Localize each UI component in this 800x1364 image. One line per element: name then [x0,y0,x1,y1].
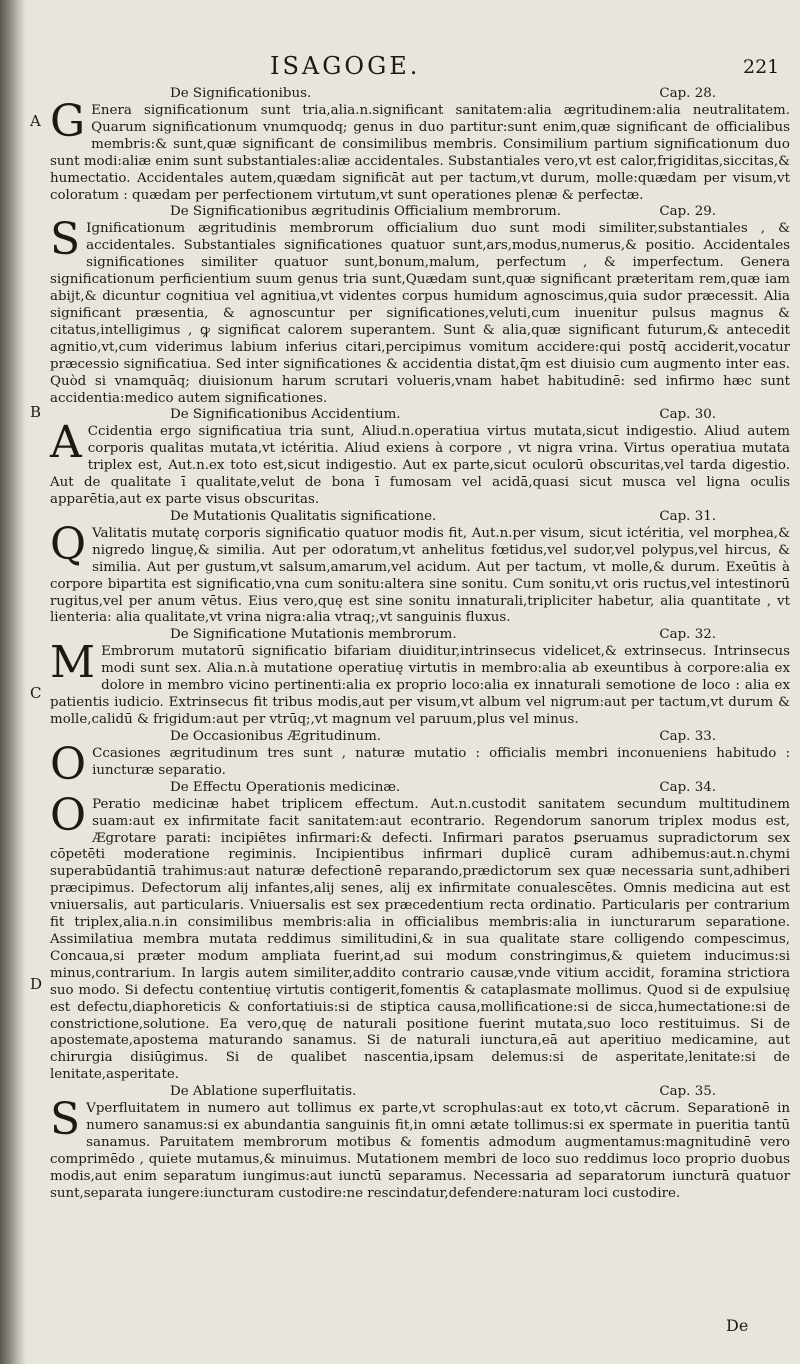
margin-letter-d: D [30,975,43,993]
margin-letter-c: C [30,684,42,702]
chapter-number: Cap. 35. [659,1084,716,1100]
chapter-body: Vperfluitatem in numero aut tollimus ex parte,vt scrophulas:aut ex toto,vt cācrum. Separationē in numero sanamus:si ex abundantia sanguinis fit,in omni ætate tollimus:si ex spermate in pueritia tantū sanamus. Paruitatem membrorum motibus & fomentis admodum augmentamus:magnitudinē vero comprimēdo , quiete mutamus,& minuimus. Mutationem membri de loco suo reddimus loco proprio duobus modis,aut enim separatum iungimus:aut iunctū separamus. Necessaria ad separatorum iuncturā quatuor sunt,separata iungere:iuncturam custodire:ne rescindatur,defendere:naturam loci custodire. [50,1101,790,1201]
chapter-heading: De Occasionibus Ægritudinum. [170,728,382,744]
drop-initial: G [50,96,86,147]
margin-letter-a: A [30,112,41,130]
chapter-text [50,789,790,1084]
chapter-body: Enera significationum sunt tria,alia.n.significant sanitatem:alia ægritudinem:alia neutralitatem. Quarum significationum vnumquodq; genus in duo partitur:sunt enim,quæ significant de officialibus membris:& sunt,quæ significant de consimilibus membris. Consimilium partium significationum duo sunt modi:aliæ enim sunt substantiales:aliæ accidentales. Substantiales vero,vt est calor,frigiditas,siccitas,& humectatio. Accidentales autem,quædam significāt aut per tactum,vt durum, molle:quædam per visum,vt coloratum : quædam per perfectionem virtutum,vt sunt operationes plenæ & perfectæ. [50,103,790,203]
catchword: De [726,1316,749,1335]
chapter-text [50,417,790,509]
drop-initial: O [50,789,87,841]
chapter-heading: De Significationibus Accidentium. [170,407,401,423]
chapter-heading: De Effectu Operationis medicinæ. [170,779,401,795]
book-gutter-shadow [0,0,26,1364]
margin-letter-b: B [30,403,42,421]
book-page [30,0,794,1364]
chapter-number: Cap. 33. [659,728,716,744]
drop-initial: S [50,1094,81,1146]
chapter-number: Cap. 29. [659,204,716,220]
chapter-heading: De Mutationis Qualitatis significatione. [170,508,437,524]
chapter-heading: De Significationibus ægritudinis Officialium membrorum. [170,204,561,220]
chapter-number: Cap. 28. [659,86,716,101]
chapter-34 [50,780,790,1084]
chapter-number: Cap. 31. [659,508,716,524]
chapter-30 [50,407,790,509]
chapter-text [50,214,790,407]
chapter-31 [50,509,790,627]
drop-initial: Q [50,518,87,570]
drop-initial: M [50,637,96,689]
drop-initial: S [50,214,81,266]
chapter-heading: De Ablatione superfluitatis. [170,1084,357,1100]
chapter-number: Cap. 34. [659,779,716,795]
chapter-body: Peratio medicinæ habet triplicem effectum. Aut.n.custodit sanitatem secundum multitudinem suam:aut ex infirmitate facit sanitatem:aut econtrario. Regendorum sanorum triplex modus est, Ægrotare parati: incipiētes infirmari:& defecti. Infirmari paratos ꝑseruamus supradictorum sex cōpetēti moderatione regiminis. Incipientibus infirmari duplicē curam adhibemus:aut.n.chymi superabūdantiā trahimus:aut naturæ defectionē reparando,prædictorum sex quæ necessaria sunt,adhiberi præcipimus. Defectorum alij infantes,alij senes, alij ex infirmitate conualescētes. Omnis medicina aut est vniuersalis, aut particularis. Vniuersalis est sex præcedentium recta ordinatio. Particularis per contrarium fit triplex,alia.n.in consimilibus membris:alia in officialibus membris:alia in iuncturarum separatione. Assimilatiua membra mutata reddimus similitudini,& in sua qualitate stare colligendo compescimus, Concaua,si præter modum ampliata fuerint,ad sui modum constringimus,& quietem inducimus:si minus,contrarium. In largis autem similiter,addito contrario causæ,vnde vitium accidit, foramina strictiora suo modo. Si defectu contentiuę virtutis contigerit,fomentis & cataplasmate mollimus. Quod si de expulsiuę est defectu,diaphoreticis & confortatiuis:si de stiptica causa,mollificatione:si de sicca,humectatione:si de constrictione,solutione. Ea vero,quę de naturali positione fuerint mutata,suo loco restituimus. Si de apostemate,apostema maturando sanamus. Si de naturali iunctura,eā aut aperitiuo medicamine, aut chirurgia disiūgimus. Si de qualibet nascentia,ipsam delemus:si de asperitate,lenitate:si de lenitate,asperitate. [50,796,790,1083]
chapter-28 [50,86,790,204]
chapter-body: Valitatis mutatę corporis significatio quatuor modis fit, Aut.n.per visum, sicut ictéritia, vel morphea,& nigredo linguę,& similia. Aut per odoratum,vt anhelitus fœtidus,vel sudor,vel polypus,vel hircus, & similia. Aut per gustum,vt salsum,amarum,vel acidum. Aut per tactum, vt molle,& durum. Exeūtis à corpore bipartita est significatio,vna cum sonitu:altera sine sonitu. Cum sonitu,vt oris ructus,vel intestinorū rugitus,vel per anum vētus. Eius vero,quę est sine sonitu innaturali,tripliciter habetur, alia quantitate , vt lienteria: alia qualitate,vt vrina nigra:alia vtraq;,vt sanguinis fluxus. [50,525,790,626]
chapter-29 [50,204,790,407]
chapter-text [50,1094,790,1202]
chapter-body: Embrorum mutatorū significatio bifariam diuiditur,intrinsecus videlicet,& extrinsecus. Intrinsecus modi sunt sex. Alia.n.à mutatione operatiuę virtutis in membro:alia ab exeuntibus à corpore:alia ex dolore in membro vicino pertinenti:alia ex proprio loco:alia ex innaturali semotione de loco : alia ex patientis iudicio. Extrinsecus fit tribus modis,aut per visum,vt album vel nigrum:aut per tactum,vt durum & molle,calidū & frigidum:aut per vtrūq;,vt magnum vel paruum,plus vel minus. [50,644,790,727]
chapter-text [50,637,790,729]
page-number: 221 [743,56,780,78]
page-body [50,86,790,1203]
chapter-number: Cap. 30. [659,407,716,423]
chapter-text [50,96,790,204]
chapter-body: Ccasiones ægritudinum tres sunt , naturæ mutatio : officialis membri inconueniens habitudo : iuncturæ separatio. [92,745,790,778]
drop-initial: A [50,417,82,469]
chapter-body: Ignificationum ægritudinis membrorum officialium duo sunt modi similiter,substantiales , & accidentales. Substantiales significationes quatuor sunt,ars,modus,numerus,& positio. Accidentales significationes similiter quatuor sunt,bonum,malum, perfectum , & imperfectum. Genera significationum perficientium suum genus tria sunt,Quædam sunt,quæ significant præteritam rem,quæ iam abijt,& dicuntur cognitiua vel agnitiua,vt videntes corpus humidum agnoscimus,quia sudor præcessit. Alia significant præsentia, & agnoscuntur per significationes,veluti,cum inuenitur pulsus magnus & citatus,intelligimus , ꝙ significat calorem superantem. Sunt & alia,quæ significant futurum,& antecedit agnitio,vt,cum viderimus labium inferius citari,percipimus vomitum accidere:qui postq̄ acciderit,vocatur præcessio significatiua. Sed inter significationes & accidentia distat,q̄m est diuisio cum augmento inter eas. Quòd si vnamquāq; diuisionum harum scrutari volueris,vnam habet habitudinē: sed infirmo hæc sunt accidentia:medico autem significationes. [50,221,790,406]
chapter-heading: De Significationibus. [170,86,312,101]
running-header [30,48,794,82]
chapter-number: Cap. 32. [659,627,716,643]
drop-initial: O [50,738,87,790]
chapter-body: Ccidentia ergo significatiua tria sunt, Aliud.n.operatiua virtus mutata,sicut indigestio. Aliud autem corporis qualitas mutata,vt ictéritia. Aliud exiens à corpore , vt nigra vrina. Virtus operatiua mutata triplex est, Aut.n.ex toto est,sicut indigestio. Aut ex parte,sicut oculorū obscuritas,vel tarda digestio. Aut de qualitate ī qualitate,velut de bona ī fumosam vel acidā,quasi sicut musca vel ligna oculis apparētia,aut ex parte visus obscuritas. [50,424,790,508]
running-title: ISAGOGE. [270,52,421,80]
chapter-35 [50,1084,790,1202]
chapter-text [50,518,790,627]
chapter-32 [50,627,790,729]
chapter-heading: De Significatione Mutationis membrorum. [170,627,457,643]
